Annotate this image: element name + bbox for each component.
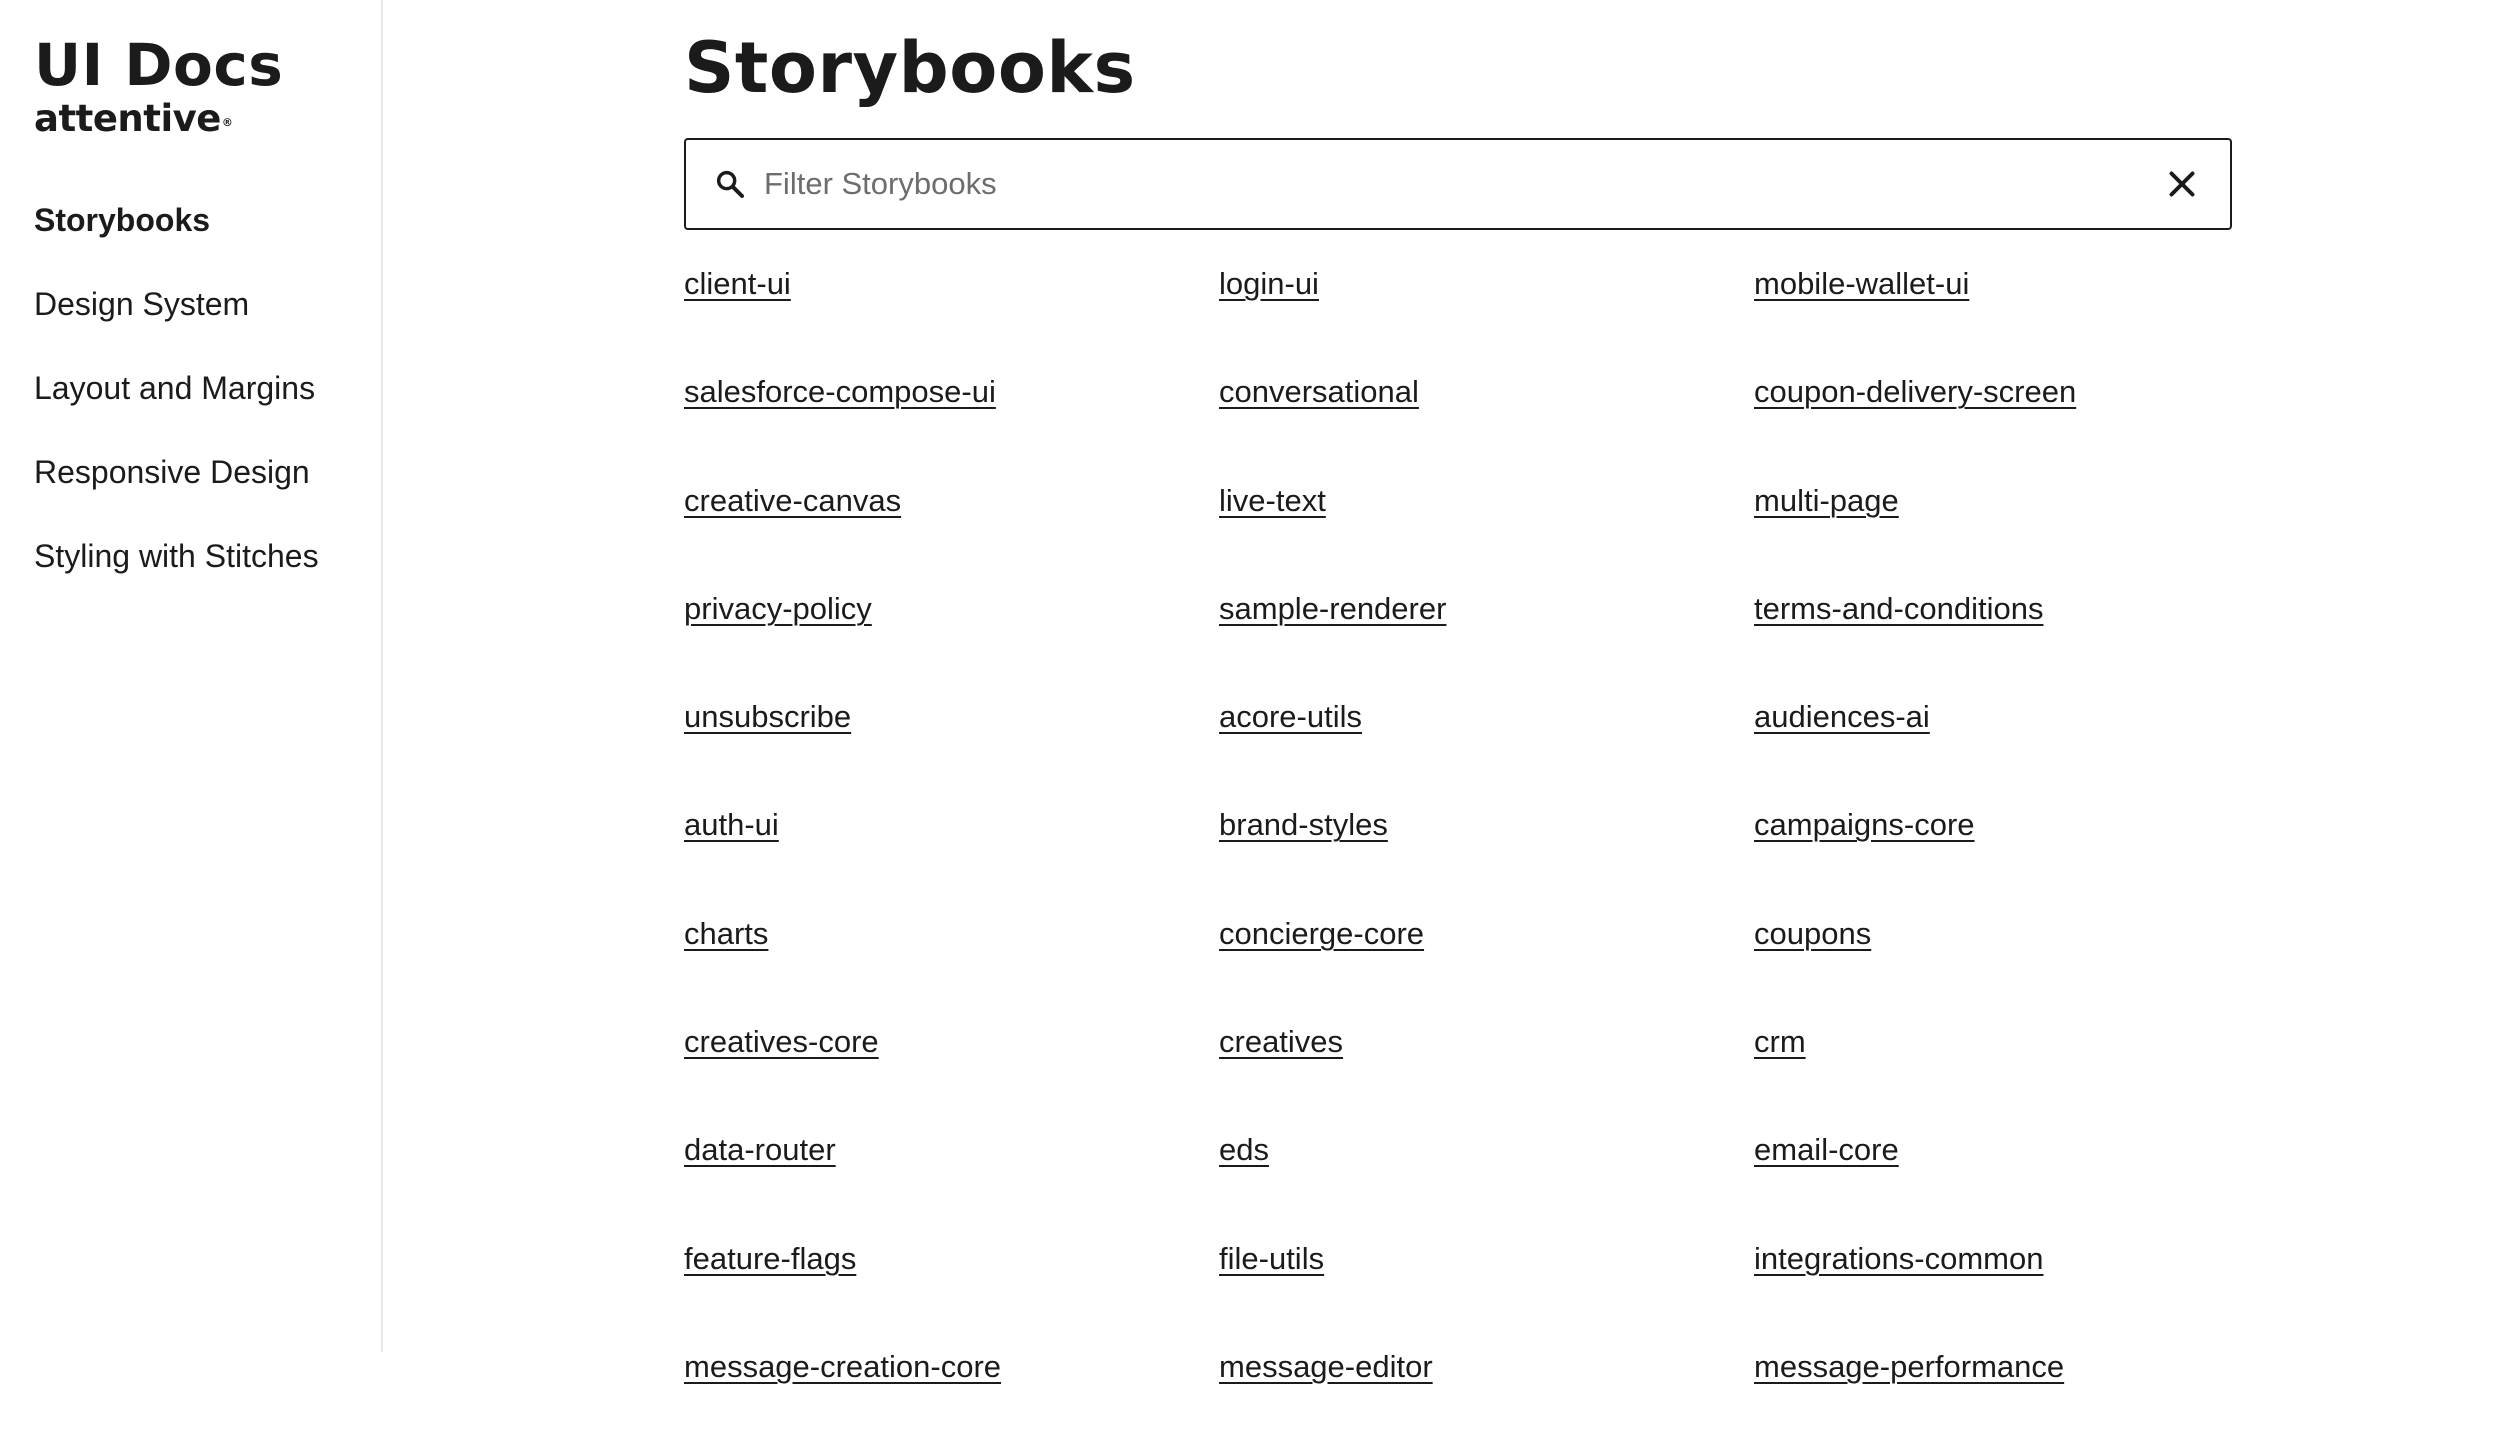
brand-title[interactable]: UI Docs xyxy=(34,31,284,99)
storybook-link[interactable]: sample-renderer xyxy=(1219,590,1447,626)
search-box xyxy=(684,138,2232,230)
storybook-link[interactable]: message-editor xyxy=(1219,1348,1433,1384)
storybook-link[interactable]: creatives-core xyxy=(684,1024,879,1060)
storybook-link[interactable]: creatives xyxy=(1219,1024,1344,1060)
sidebar-item-storybooks[interactable]: Storybooks xyxy=(34,202,211,238)
storybook-link[interactable]: file-utils xyxy=(1219,1240,1325,1276)
search-input[interactable] xyxy=(764,140,2104,228)
storybook-link[interactable]: conversational xyxy=(1219,374,1419,410)
registered-mark: ® xyxy=(221,116,233,129)
main-content xyxy=(384,0,2500,1384)
sidebar-nav xyxy=(34,196,319,616)
storybook-link[interactable]: crm xyxy=(1754,1024,1806,1060)
storybook-link[interactable]: unsubscribe xyxy=(684,699,852,735)
storybook-link[interactable]: coupons xyxy=(1754,915,1872,951)
storybook-link[interactable]: multi-page xyxy=(1754,482,1899,518)
brand-logo[interactable] xyxy=(34,96,232,142)
storybook-link[interactable]: feature-flags xyxy=(684,1240,857,1276)
sidebar-item-layout-and-margins[interactable]: Layout and Margins xyxy=(34,370,316,406)
brand-subtitle: attentive xyxy=(34,97,221,140)
storybook-link[interactable]: terms-and-conditions xyxy=(1754,590,2044,626)
storybook-link[interactable]: concierge-core xyxy=(1219,915,1425,951)
storybook-link[interactable]: login-ui xyxy=(1219,266,1319,301)
storybook-link[interactable]: privacy-policy xyxy=(684,590,872,626)
storybook-link[interactable]: coupon-delivery-screen xyxy=(1754,374,2077,410)
storybook-link[interactable]: mobile-wallet-ui xyxy=(1754,266,1970,301)
page-title: Storybooks xyxy=(684,27,1136,109)
storybook-link[interactable]: message-performance xyxy=(1754,1348,2065,1384)
storybook-list xyxy=(684,256,2324,1447)
storybook-link[interactable]: charts xyxy=(684,915,769,951)
storybook-link[interactable]: auth-ui xyxy=(684,807,779,843)
storybook-link[interactable]: brand-styles xyxy=(1219,807,1388,843)
storybook-link[interactable]: campaigns-core xyxy=(1754,807,1975,843)
sidebar-item-design-system[interactable]: Design System xyxy=(34,286,250,322)
storybook-link[interactable]: email-core xyxy=(1754,1132,1899,1168)
storybook-link[interactable]: eds xyxy=(1219,1132,1269,1168)
close-icon[interactable] xyxy=(2164,166,2200,202)
storybook-link[interactable]: client-ui xyxy=(684,266,791,301)
storybook-link[interactable]: data-router xyxy=(684,1132,836,1168)
sidebar xyxy=(0,0,383,1352)
storybook-link[interactable]: audiences-ai xyxy=(1754,699,1930,735)
storybook-link[interactable]: creative-canvas xyxy=(684,482,902,518)
sidebar-item-styling-with-stitches[interactable]: Styling with Stitches xyxy=(34,538,319,574)
storybook-link[interactable]: integrations-common xyxy=(1754,1240,2044,1276)
storybook-link[interactable]: message-creation-core xyxy=(684,1348,1002,1384)
sidebar-item-responsive-design[interactable]: Responsive Design xyxy=(34,454,310,490)
storybook-link[interactable]: salesforce-compose-ui xyxy=(684,374,996,410)
search-icon xyxy=(714,168,746,200)
storybook-link[interactable]: live-text xyxy=(1219,482,1326,518)
storybook-link[interactable]: acore-utils xyxy=(1219,699,1362,735)
